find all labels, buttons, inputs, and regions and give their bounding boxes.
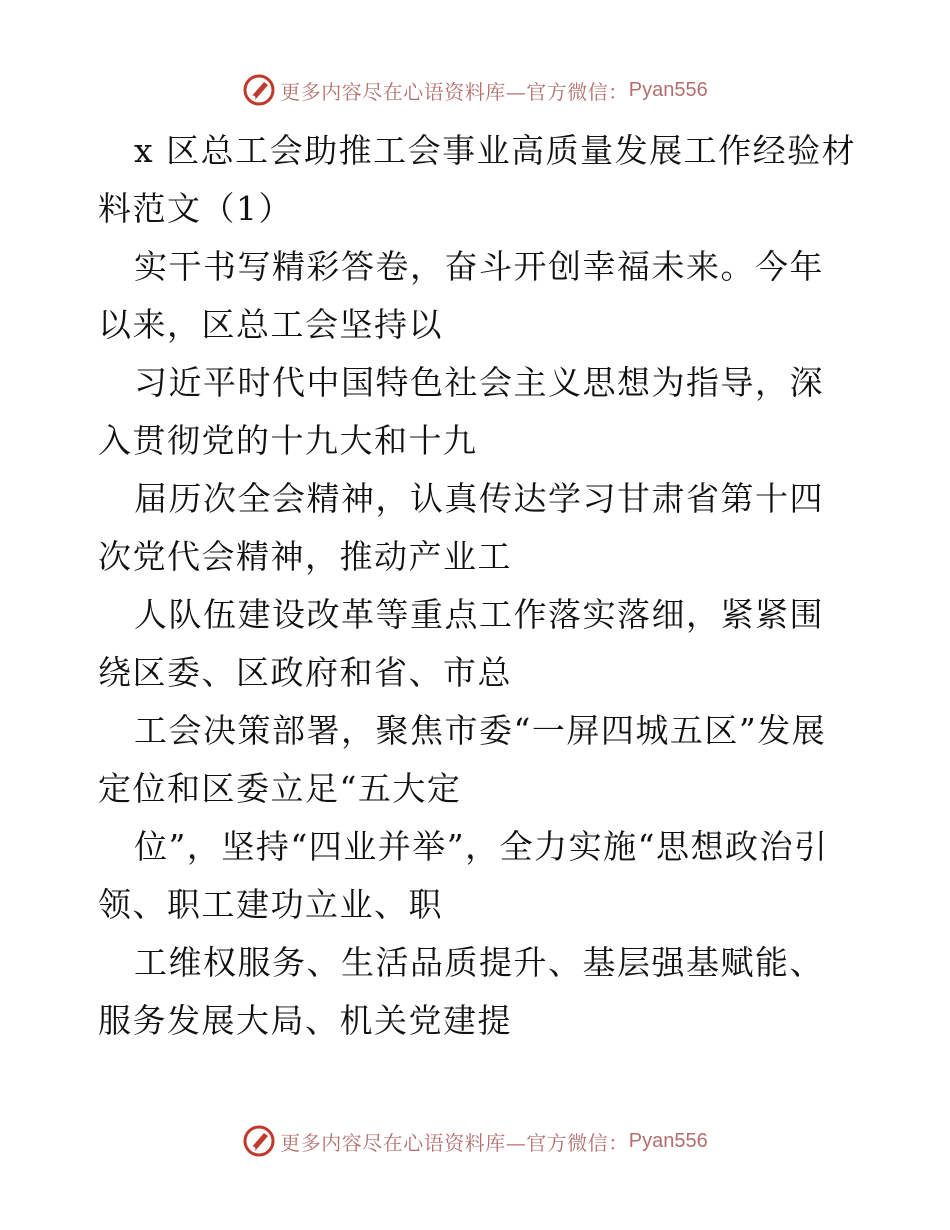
watermark-wechat-id: Pyan556 <box>628 1129 708 1152</box>
paragraph: 位”，坚持“四业并举”，全力实施“思想政治引领、职工建功立业、职 <box>98 827 829 924</box>
document-body <box>98 122 858 1050</box>
watermark-text: 更多内容尽在心语资料库—官方微信： <box>280 79 629 104</box>
watermark-wechat-id: Pyan556 <box>628 78 708 101</box>
red-pen-seal-icon <box>242 1124 276 1158</box>
paragraph: 工会决策部署，聚焦市委“一屏四城五区”发展定位和区委立足“五大定 <box>98 711 827 808</box>
paragraph: 实干书写精彩答卷，奋斗开创幸福未来。今年以来，区总工会坚持以 <box>98 247 824 344</box>
document-title: x 区总工会助推工会事业高质量发展工作经验材料范文（1） <box>98 131 857 228</box>
watermark-footer <box>0 1121 950 1161</box>
paragraph: 届历次全会精神，认真传达学习甘肃省第十四次党代会精神，推动产业工 <box>98 479 824 576</box>
paragraph: 习近平时代中国特色社会主义思想为指导，深入贯彻党的十九大和十九 <box>98 363 824 460</box>
paragraph: 工维权服务、生活品质提升、基层强基赋能、服务发展大局、机关党建提 <box>98 943 824 1040</box>
red-pen-seal-icon <box>242 73 276 107</box>
paragraph: 人队伍建设改革等重点工作落实落细，紧紧围绕区委、区政府和省、市总 <box>98 595 824 692</box>
watermark-text: 更多内容尽在心语资料库—官方微信： <box>280 1130 629 1155</box>
watermark-header <box>0 70 950 110</box>
